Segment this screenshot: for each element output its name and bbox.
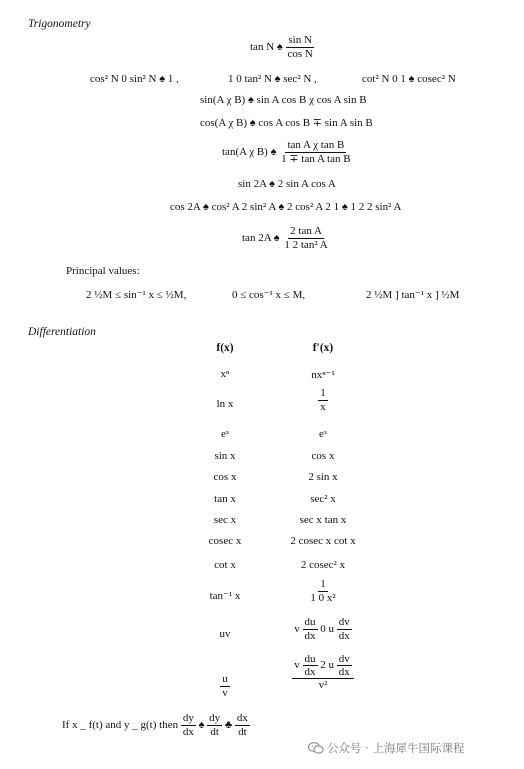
principal-value-arcsin: 2 ½M ≤ sin⁻¹ x ≤ ½M, [86, 289, 187, 301]
table-row-fprime [258, 388, 388, 413]
tan-double-lhs: tan 2A ♠ [242, 232, 280, 245]
fraction-numerator: dv [338, 616, 350, 628]
tan-double-formula [242, 226, 330, 251]
factor-v: v [294, 623, 300, 636]
fraction-denominator: x [320, 401, 326, 413]
table-row-f: tan⁻¹ x [209, 590, 241, 602]
fraction-numerator: dy [182, 712, 194, 724]
tan-denominator: cos N [287, 48, 313, 60]
table-row-fprime: sec² x [310, 493, 336, 505]
table-row-fprime: 2 cosec² x [300, 559, 346, 571]
column-header-fprime: f′(x) [312, 342, 334, 354]
tan-double-denominator: 1 2 tan² A [284, 239, 328, 251]
tan-definition [250, 35, 315, 60]
principal-values-label: Principal values: [66, 265, 140, 277]
fraction-numerator: du [304, 616, 316, 628]
table-row-f: ln x [216, 398, 234, 410]
tan-double-numerator: 2 tan A [290, 225, 322, 237]
identity-cot-cosec: cot² N 0 1 ♠ cosec² N [362, 73, 456, 85]
table-row-fprime [258, 617, 388, 642]
fraction-numerator: du [304, 653, 316, 665]
tan-sum-lhs: tan(A χ B) ♠ [222, 146, 277, 159]
tan-sum-fraction [279, 140, 352, 165]
table-row-fprime: sec x tan x [299, 514, 347, 526]
factor-u: 2 u [320, 659, 334, 672]
tan-lhs: tan N ♠ [250, 41, 283, 54]
table-row-fprime: cos x [311, 450, 335, 462]
table-row-f: tan x [214, 493, 236, 505]
sin-sum-formula: sin(A χ B) ♠ sin A cos B χ cos A sin B [200, 94, 367, 106]
table-row-f: eˣ [220, 428, 230, 440]
fraction-denominator: v [222, 687, 228, 699]
identity-tan-sec: 1 0 tan² N ♠ sec² N , [228, 73, 317, 85]
fraction-numerator: u [222, 673, 228, 685]
tan-numerator: sin N [288, 34, 312, 46]
table-row-fprime: 2 sin x [308, 471, 338, 483]
factor-u: 0 u [320, 623, 334, 636]
fraction-denominator: dt [210, 726, 219, 738]
tan-sum-denominator: 1 ∓ tan A tan B [281, 153, 351, 165]
equals-symbol: ♠ [198, 719, 205, 732]
fraction-numerator: dy [209, 712, 221, 724]
table-row-f: cos x [213, 471, 237, 483]
table-row-f: cosec x [208, 535, 242, 547]
table-row-f: cot x [214, 559, 236, 571]
tan-sum-formula [222, 140, 353, 165]
tan-sum-numerator: tan A χ tan B [287, 139, 345, 151]
differentiation-heading: Differentiation [28, 326, 96, 338]
cos-sum-formula: cos(A χ B) ♠ cos A cos B ∓ sin A sin B [200, 117, 373, 129]
table-row-f: sec x [213, 514, 237, 526]
quotient-fraction [292, 654, 354, 691]
watermark [308, 740, 464, 756]
table-row-fprime [258, 579, 388, 604]
tan-double-fraction [282, 226, 329, 251]
table-row-fprime [258, 654, 388, 691]
operator-symbol: ♣ [224, 719, 233, 732]
sin-double-formula: sin 2A ♠ 2 sin A cos A [238, 178, 336, 190]
watermark-text: 公众号 · 上海犀牛国际课程 [327, 741, 465, 755]
fraction-numerator: 1 [320, 387, 326, 399]
fraction-denominator: dt [238, 726, 247, 738]
fraction-denominator: dx [338, 630, 350, 642]
parametric-text: If x _ f(t) and y _ g(t) then [62, 719, 179, 732]
table-row-fprime: eˣ [318, 428, 328, 440]
factor-v: v [294, 659, 300, 672]
parametric-rule [62, 713, 250, 738]
quotient-denominator: v² [318, 679, 328, 691]
cos-double-formula: cos 2A ♠ cos² A 2 sin² A ♠ 2 cos² A 2 1 ♠ 1 2 2 sin² A [170, 201, 402, 213]
fraction-denominator: dx [304, 666, 316, 678]
table-row-f: sin x [214, 450, 236, 462]
tan-fraction [285, 35, 314, 60]
trigonometry-heading: Trigonometry [28, 18, 91, 30]
principal-value-arctan: 2 ½M ] tan⁻¹ x ] ½M [366, 289, 460, 301]
fraction-denominator: 1 0 x² [310, 592, 336, 604]
principal-value-arccos: 0 ≤ cos⁻¹ x ≤ M, [232, 289, 306, 301]
wechat-icon [308, 742, 324, 754]
fraction-denominator: dx [182, 726, 194, 738]
table-row-fprime: 2 cosec x cot x [290, 535, 356, 547]
fraction-numerator: dx [236, 712, 248, 724]
table-row-fprime: nxⁿ⁻¹ [311, 369, 335, 381]
table-row-f: xⁿ [220, 368, 230, 380]
fraction-numerator: 1 [320, 578, 326, 590]
fraction-denominator: dx [338, 666, 350, 678]
quotient-numerator [292, 654, 354, 679]
column-header-f: f(x) [216, 342, 234, 354]
identity-cos-sin: cos² N 0 sin² N ♠ 1 , [90, 73, 179, 85]
fraction-numerator: dv [338, 653, 350, 665]
table-row-f: uv [219, 628, 231, 640]
fraction-denominator: dx [304, 630, 316, 642]
